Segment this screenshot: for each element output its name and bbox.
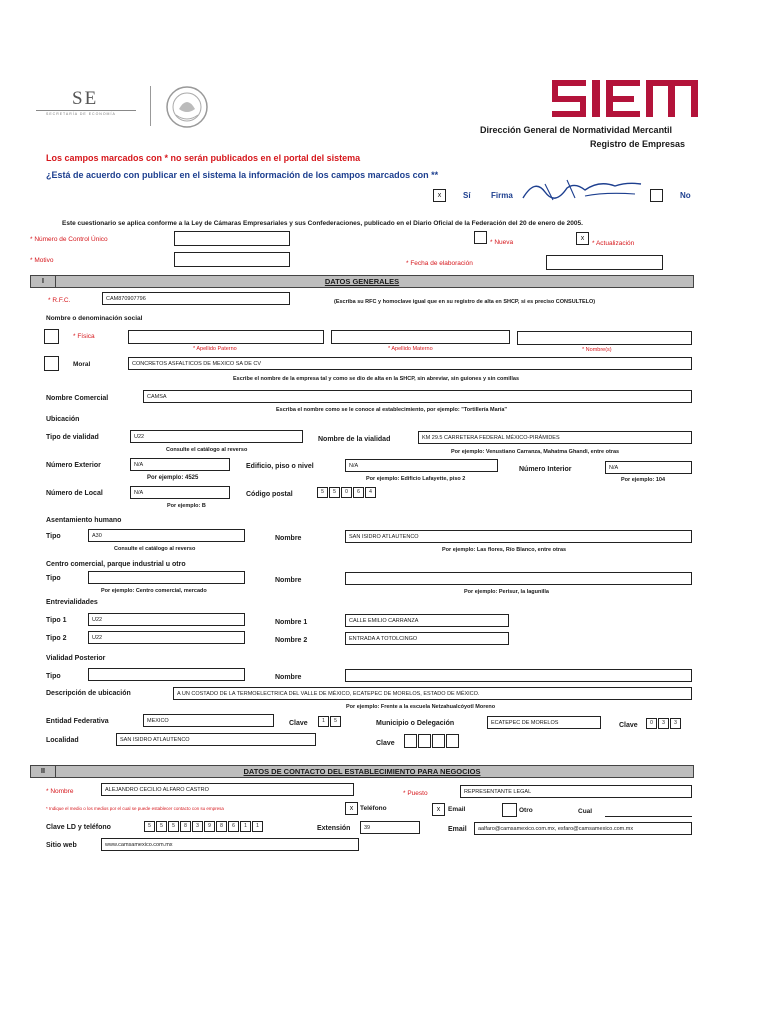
centro-nombre-label: Nombre — [275, 577, 302, 584]
localidad-clave-digit[interactable] — [418, 734, 431, 748]
entrevialidades-label: Entrevialidades — [46, 599, 98, 606]
se-logo-text: SE — [72, 88, 99, 109]
posterior-tipo-label: Tipo — [46, 673, 61, 680]
entidad-clave-digit[interactable]: 5 — [330, 716, 341, 727]
nueva-label: * Nueva — [490, 239, 514, 246]
asentamiento-nombre-hint: Por ejemplo: Las flores, Río Blanco, entre otras — [442, 547, 567, 553]
national-seal-icon — [164, 85, 210, 129]
se-subtitle: SECRETARÍA DE ECONOMÍA — [46, 112, 116, 116]
centro-tipo-hint: Por ejemplo: Centro comercial, mercado — [101, 588, 207, 594]
moral-hint: Escribe el nombre de la empresa tal y como se dio de alta en la SHCP, sin abreviar, sin guiones y sin comillas — [233, 376, 520, 382]
section-title: DATOS DE CONTACTO DEL ESTABLECIMIENTO PARA NEGOCIOS — [243, 767, 481, 776]
centro-nombre-field[interactable] — [345, 572, 692, 585]
tel-digit[interactable]: 5 — [144, 821, 155, 832]
nombres-field[interactable] — [517, 331, 692, 345]
nombre1-label: Nombre 1 — [275, 619, 308, 626]
rfc-label: * R.F.C. — [48, 297, 71, 304]
fecha-field[interactable] — [546, 255, 663, 270]
descripcion-hint: Por ejemplo: Frente a la escuela Netzahualcóyotl Moreno — [346, 704, 496, 710]
contacto-nombre-label: * Nombre — [46, 788, 74, 795]
apellido-materno-label: * Apellido Materno — [388, 346, 433, 352]
moral-checkbox[interactable] — [44, 356, 59, 371]
contacto-nombre-field[interactable]: ALEJANDRO CECILIO ALFARO CASTRO — [101, 783, 354, 796]
asentamiento-tipo-hint: Consulte el catálogo al reverso — [114, 546, 196, 552]
centro-nombre-hint: Por ejemplo: Perisur, la lagunilla — [464, 589, 549, 595]
actualizacion-checkbox[interactable]: x — [576, 232, 589, 245]
registro-empresas: Registro de Empresas — [590, 139, 686, 149]
actualizacion-label: * Actualización — [592, 240, 635, 247]
tipo2-field[interactable]: U22 — [88, 631, 245, 644]
comercial-hint: Escriba el nombre como se le conoce al establecimiento, por ejemplo: "Tortillería María" — [276, 407, 507, 413]
posterior-nombre-field[interactable] — [345, 669, 692, 682]
vialidad-posterior-label: Vialidad Posterior — [46, 655, 106, 662]
edificio-field[interactable]: N/A — [345, 459, 498, 472]
numero-exterior-field[interactable]: N/A — [130, 458, 230, 471]
numero-local-label: Número de Local — [46, 490, 103, 497]
siem-logo — [552, 80, 702, 118]
edificio-hint: Por ejemplo: Edificio Lafayette, piso 2 — [366, 476, 466, 482]
cp-digit[interactable]: 5 — [329, 487, 340, 498]
rfc-hint: (Escriba su RFC y homoclave igual que en su registro de alta en SHCP, si es preciso CONSULTELO) — [334, 299, 596, 305]
asentamiento-nombre-label: Nombre — [275, 535, 302, 542]
fisica-checkbox[interactable] — [44, 329, 59, 344]
numero-exterior-hint: Por ejemplo: 4525 — [147, 475, 199, 481]
localidad-clave-digit[interactable] — [446, 734, 459, 748]
puesto-label: * Puesto — [403, 790, 428, 797]
rfc-field[interactable]: CAM870907796 — [102, 292, 290, 305]
centro-tipo-field[interactable] — [88, 571, 245, 584]
entidad-field[interactable]: MEXICO — [143, 714, 274, 727]
tel-digit[interactable]: 6 — [228, 821, 239, 832]
nueva-checkbox[interactable] — [474, 231, 487, 244]
tel-digit[interactable]: 9 — [204, 821, 215, 832]
numero-interior-field[interactable]: N/A — [605, 461, 692, 474]
nombre-comercial-label: Nombre Comercial — [46, 395, 109, 402]
nombre-vialidad-field[interactable]: KM 29.5 CARRETERA FEDERAL MÉXICO-PIRÁMIDES — [418, 431, 692, 444]
tel-digit[interactable]: 3 — [192, 821, 203, 832]
control-unico-field[interactable] — [174, 231, 290, 246]
no-checkbox[interactable] — [650, 189, 663, 202]
nombre2-label: Nombre 2 — [275, 637, 308, 644]
entidad-clave-label: Clave — [289, 720, 308, 727]
nombre-vialidad-hint: Por ejemplo: Venustiano Carranza, Mahatma Ghandi, entre otras — [451, 449, 620, 455]
municipio-clave-digit[interactable]: 0 — [646, 718, 657, 729]
codigo-postal-label: Código postal — [246, 491, 293, 498]
municipio-clave-digit[interactable]: 3 — [670, 718, 681, 729]
codigo-postal-field[interactable] — [317, 487, 377, 498]
fecha-label: * Fecha de elaboración — [406, 260, 473, 267]
no-label: No — [680, 191, 691, 200]
signature-icon — [515, 174, 645, 204]
nombre-comercial-field[interactable]: CAMSA — [143, 390, 692, 403]
extension-label: Extensión — [317, 825, 351, 832]
apellido-materno-field[interactable] — [331, 330, 510, 344]
posterior-nombre-label: Nombre — [275, 674, 302, 681]
apellido-paterno-label: * Apellido Paterno — [193, 346, 237, 352]
tipo1-field[interactable]: U22 — [88, 613, 245, 626]
edificio-label: Edificio, piso o nivel — [246, 463, 314, 470]
telefono-field[interactable] — [144, 821, 264, 832]
cual-line[interactable] — [605, 816, 692, 817]
extension-field[interactable]: 39 — [360, 821, 420, 834]
telefono-label: Teléfono — [360, 805, 387, 812]
no-publicados-notice: Los campos marcados con * no serán publicados en el portal del sistema — [46, 153, 361, 163]
localidad-label: Localidad — [46, 737, 79, 744]
otro-label: Otro — [519, 807, 533, 814]
moral-field[interactable]: CONCRETOS ASFALTICOS DE MEXICO SA DE CV — [128, 357, 692, 370]
centro-tipo-label: Tipo — [46, 575, 61, 582]
sitio-web-field[interactable]: www.camsamexico.com.mx — [101, 838, 359, 851]
tipo1-label: Tipo 1 — [46, 617, 67, 624]
direccion-general: Dirección General de Normatividad Mercantil — [480, 125, 673, 135]
tel-digit[interactable]: 8 — [180, 821, 191, 832]
si-checkbox[interactable]: x — [433, 189, 446, 202]
numero-interior-label: Número Interior — [519, 466, 572, 473]
cuestionario-text: Este cuestionario se aplica conforme a la Ley de Cámaras Empresariales y sus Confederaciones, publicado en el Diario Oficial de la Federación del 20 de enero de 2005. — [62, 220, 583, 227]
section-datos-contacto-header — [30, 765, 694, 778]
section-datos-generales-header — [30, 275, 694, 288]
telefono-checkbox[interactable]: x — [345, 802, 358, 815]
sitio-web-label: Sitio web — [46, 842, 77, 849]
section-number: I — [31, 276, 56, 287]
si-label: Sí — [463, 191, 471, 200]
municipio-field[interactable]: ECATEPEC DE MORELOS — [487, 716, 601, 729]
descripcion-field[interactable]: A UN COSTADO DE LA TERMOELECTRICA DEL VALLE DE MÉXICO, ECATEPEC DE MORELOS, ESTADO DE MÉXICO. — [173, 687, 692, 700]
tel-digit[interactable]: 5 — [156, 821, 167, 832]
email-label: Email — [448, 806, 466, 813]
fisica-label: * Física — [73, 333, 95, 340]
motivo-field[interactable] — [174, 252, 290, 267]
motivo-label: * Motivo — [30, 257, 54, 264]
cp-digit[interactable]: 5 — [317, 487, 328, 498]
entidad-clave-digit[interactable]: 1 — [318, 716, 329, 727]
asentamiento-nombre-field[interactable]: SAN ISIDRO ATLAUTENCO — [345, 530, 692, 543]
asentamiento-label: Asentamiento humano — [46, 517, 122, 524]
localidad-clave-label: Clave — [376, 740, 395, 747]
cp-digit[interactable]: 4 — [365, 487, 376, 498]
se-logo — [36, 88, 136, 122]
cp-digit[interactable]: 0 — [341, 487, 352, 498]
localidad-clave-digit[interactable] — [432, 734, 445, 748]
puesto-field[interactable]: REPRESENTANTE LEGAL — [460, 785, 692, 798]
nombre-social-label: Nombre o denominación social — [46, 315, 143, 322]
numero-exterior-label: Número Exterior — [46, 462, 101, 469]
medios-contacto-label: * Indique el medio o los medios por el cual se puede establecer contacto con su empresa — [46, 806, 224, 811]
tel-digit[interactable]: 5 — [168, 821, 179, 832]
tel-digit[interactable]: 1 — [240, 821, 251, 832]
descripcion-label: Descripción de ubicación — [46, 690, 131, 697]
ubicacion-label: Ubicación — [46, 416, 80, 423]
municipio-label: Municipio o Delegación — [376, 720, 455, 727]
centro-comercial-label: Centro comercial, parque industrial u otro — [46, 561, 186, 568]
nombre1-field[interactable]: CALLE EMILIO CARRANZA — [345, 614, 509, 627]
acuerdo-question: ¿Está de acuerdo con publicar en el sistema la información de los campos marcados con ** — [46, 170, 439, 180]
municipio-clave-digit[interactable]: 3 — [658, 718, 669, 729]
tipo2-label: Tipo 2 — [46, 635, 67, 642]
control-unico-label: * Número de Control Único — [30, 236, 108, 243]
asentamiento-tipo-label: Tipo — [46, 533, 61, 540]
email-field[interactable]: aalfaro@camsamexico.com.mx, esfaro@camsamexico.com.mx — [474, 822, 692, 835]
numero-interior-hint: Por ejemplo: 104 — [621, 477, 666, 483]
nombres-label: * Nombre(s) — [582, 347, 612, 353]
email-checkbox[interactable]: x — [432, 803, 445, 816]
clave-telefono-label: Clave LD y teléfono — [46, 824, 111, 831]
tel-digit[interactable]: 8 — [216, 821, 227, 832]
apellido-paterno-field[interactable] — [128, 330, 324, 344]
tipo-vialidad-field[interactable]: U22 — [130, 430, 303, 443]
section-title: DATOS GENERALES — [324, 277, 400, 286]
municipio-clave-label: Clave — [619, 722, 638, 729]
moral-label: Moral — [73, 361, 91, 368]
header-divider — [150, 86, 151, 126]
cp-digit[interactable]: 6 — [353, 487, 364, 498]
tel-digit[interactable]: 1 — [252, 821, 263, 832]
municipio-clave-field[interactable] — [646, 718, 682, 729]
cual-label: Cual — [578, 808, 593, 815]
localidad-field[interactable]: SAN ISIDRO ATLAUTENCO — [116, 733, 316, 746]
localidad-clave-digit[interactable] — [404, 734, 417, 748]
tipo-vialidad-hint: Consulte el catálogo al reverso — [166, 447, 248, 453]
localidad-clave-field[interactable] — [404, 734, 460, 748]
section-number: II — [31, 766, 56, 777]
numero-local-hint: Por ejemplo: B — [167, 503, 206, 509]
firma-label: Firma — [491, 191, 513, 200]
nombre2-field[interactable]: ENTRADA A TOTOLCINGO — [345, 632, 509, 645]
entidad-clave-field[interactable] — [318, 716, 342, 727]
otro-checkbox[interactable] — [502, 803, 517, 817]
email-field-label: Email — [448, 826, 467, 833]
tipo-vialidad-label: Tipo de vialidad — [46, 434, 99, 441]
asentamiento-tipo-field[interactable]: A30 — [88, 529, 245, 542]
numero-local-field[interactable]: N/A — [130, 486, 230, 499]
posterior-tipo-field[interactable] — [88, 668, 245, 681]
nombre-vialidad-label: Nombre de la vialidad — [318, 436, 391, 443]
entidad-label: Entidad Federativa — [46, 718, 109, 725]
